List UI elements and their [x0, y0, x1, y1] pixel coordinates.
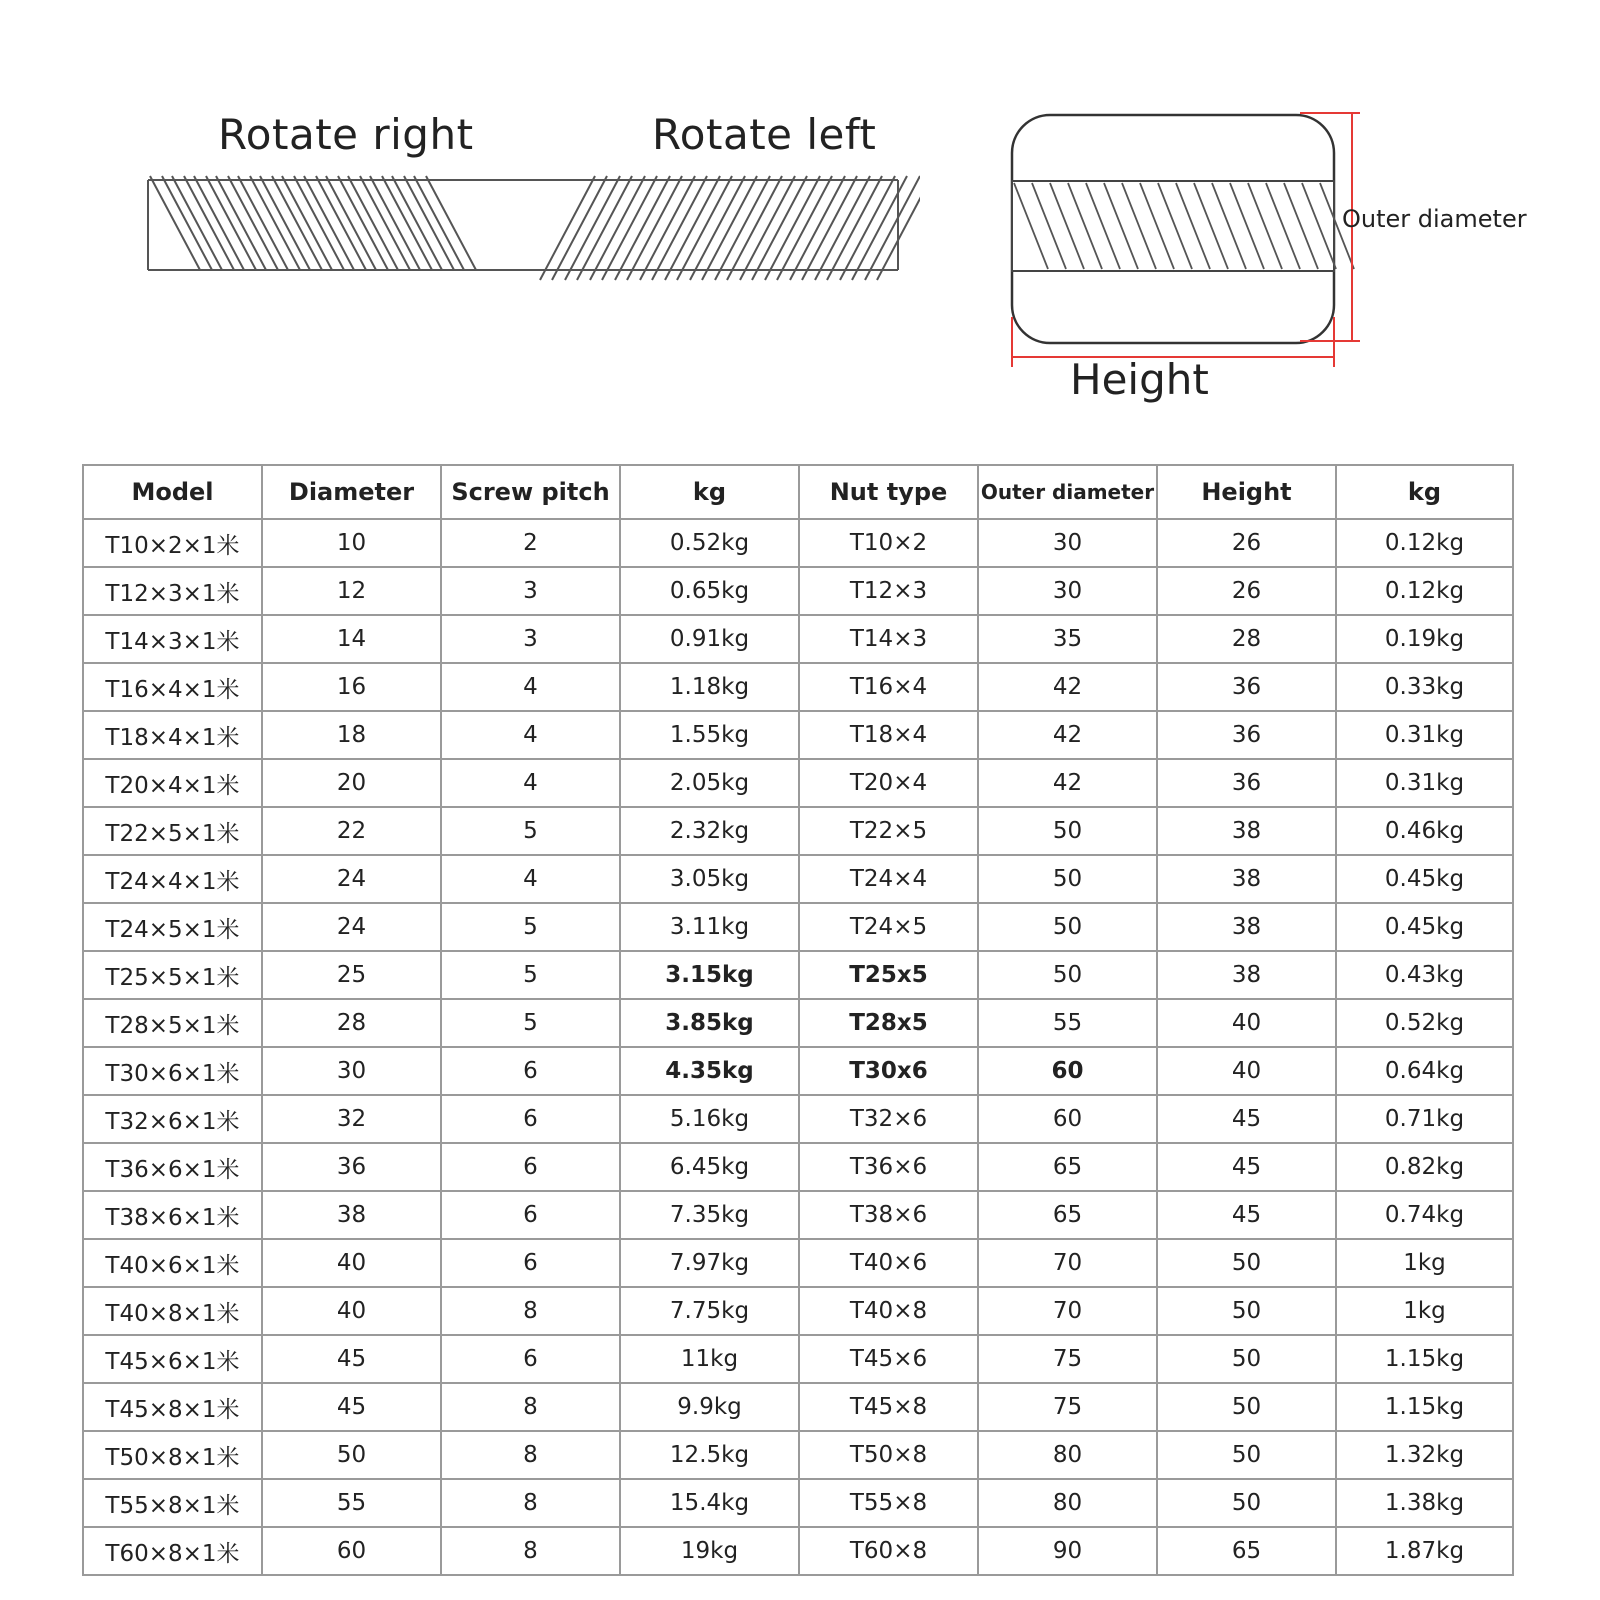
- cell-nut-type: T14×3: [799, 615, 978, 663]
- thread-diagram: [0, 0, 1600, 440]
- cell-model: T30×6×1米: [83, 1047, 262, 1095]
- cell-model: T50×8×1米: [83, 1431, 262, 1479]
- cell-nut-type: T16×4: [799, 663, 978, 711]
- cell-screw-pitch: 8: [441, 1479, 620, 1527]
- cell-screw-pitch: 8: [441, 1527, 620, 1575]
- cell-nut-type: T12×3: [799, 567, 978, 615]
- cell-outer-diameter: 50: [978, 951, 1157, 999]
- cell-diameter: 22: [262, 807, 441, 855]
- cell-diameter: 32: [262, 1095, 441, 1143]
- cell-screw-pitch: 4: [441, 711, 620, 759]
- cell-nut-type: T32×6: [799, 1095, 978, 1143]
- cell-height: 36: [1157, 711, 1336, 759]
- cell-diameter: 60: [262, 1527, 441, 1575]
- table-row: [83, 1383, 1513, 1431]
- cell-screw-pitch: 4: [441, 855, 620, 903]
- cell-screw-pitch: 5: [441, 807, 620, 855]
- cell-nut-kg: 1.87kg: [1336, 1527, 1513, 1575]
- cell-model: T60×8×1米: [83, 1527, 262, 1575]
- table-row: [83, 951, 1513, 999]
- cell-diameter: 45: [262, 1335, 441, 1383]
- cell-nut-kg: 0.71kg: [1336, 1095, 1513, 1143]
- cell-diameter: 45: [262, 1383, 441, 1431]
- cell-screw-kg: 3.11kg: [620, 903, 799, 951]
- cell-model: T10×2×1米: [83, 519, 262, 567]
- cell-nut-type: T38×6: [799, 1191, 978, 1239]
- table-header-row: [83, 465, 1513, 519]
- cell-outer-diameter: 60: [978, 1047, 1157, 1095]
- cell-model: T40×8×1米: [83, 1287, 262, 1335]
- cell-outer-diameter: 70: [978, 1239, 1157, 1287]
- cell-screw-kg: 15.4kg: [620, 1479, 799, 1527]
- cell-outer-diameter: 35: [978, 615, 1157, 663]
- cell-outer-diameter: 42: [978, 759, 1157, 807]
- cell-height: 38: [1157, 807, 1336, 855]
- table-row: [83, 663, 1513, 711]
- cell-outer-diameter: 65: [978, 1143, 1157, 1191]
- cell-height: 65: [1157, 1527, 1336, 1575]
- cell-nut-type: T45×6: [799, 1335, 978, 1383]
- cell-model: T22×5×1米: [83, 807, 262, 855]
- header-model: Model: [83, 465, 262, 519]
- header-outer-diameter: Outer diameter: [978, 465, 1157, 519]
- cell-screw-pitch: 5: [441, 951, 620, 999]
- cell-nut-type: T36×6: [799, 1143, 978, 1191]
- cell-height: 28: [1157, 615, 1336, 663]
- cell-height: 45: [1157, 1143, 1336, 1191]
- cell-model: T24×4×1米: [83, 855, 262, 903]
- table-row: [83, 1479, 1513, 1527]
- cell-nut-type: T50×8: [799, 1431, 978, 1479]
- cell-nut-type: T22×5: [799, 807, 978, 855]
- cell-outer-diameter: 65: [978, 1191, 1157, 1239]
- cell-nut-kg: 1.15kg: [1336, 1335, 1513, 1383]
- cell-nut-type: T60×8: [799, 1527, 978, 1575]
- cell-height: 38: [1157, 951, 1336, 999]
- cell-model: T45×6×1米: [83, 1335, 262, 1383]
- cell-diameter: 28: [262, 999, 441, 1047]
- cell-diameter: 55: [262, 1479, 441, 1527]
- cell-screw-pitch: 8: [441, 1287, 620, 1335]
- cell-screw-kg: 7.35kg: [620, 1191, 799, 1239]
- cell-nut-kg: 1.32kg: [1336, 1431, 1513, 1479]
- cell-screw-kg: 1.18kg: [620, 663, 799, 711]
- cell-diameter: 18: [262, 711, 441, 759]
- cell-outer-diameter: 30: [978, 519, 1157, 567]
- cell-outer-diameter: 50: [978, 807, 1157, 855]
- cell-outer-diameter: 30: [978, 567, 1157, 615]
- spec-table: [82, 464, 1514, 1576]
- cell-model: T20×4×1米: [83, 759, 262, 807]
- cell-nut-type: T40×8: [799, 1287, 978, 1335]
- cell-screw-pitch: 5: [441, 999, 620, 1047]
- header-screw-pitch: Screw pitch: [441, 465, 620, 519]
- cell-outer-diameter: 50: [978, 855, 1157, 903]
- cell-screw-pitch: 4: [441, 663, 620, 711]
- cell-height: 40: [1157, 1047, 1336, 1095]
- cell-screw-kg: 3.85kg: [620, 999, 799, 1047]
- header-nut-type: Nut type: [799, 465, 978, 519]
- cell-nut-kg: 0.45kg: [1336, 855, 1513, 903]
- cell-diameter: 14: [262, 615, 441, 663]
- cell-outer-diameter: 70: [978, 1287, 1157, 1335]
- cell-nut-kg: 1kg: [1336, 1239, 1513, 1287]
- cell-screw-kg: 0.91kg: [620, 615, 799, 663]
- cell-model: T25×5×1米: [83, 951, 262, 999]
- table-row: [83, 1191, 1513, 1239]
- cell-nut-kg: 0.31kg: [1336, 711, 1513, 759]
- cell-nut-kg: 0.52kg: [1336, 999, 1513, 1047]
- cell-diameter: 20: [262, 759, 441, 807]
- table-row: [83, 807, 1513, 855]
- cell-screw-kg: 0.65kg: [620, 567, 799, 615]
- cell-outer-diameter: 80: [978, 1479, 1157, 1527]
- cell-diameter: 40: [262, 1287, 441, 1335]
- cell-height: 45: [1157, 1095, 1336, 1143]
- cell-nut-kg: 0.43kg: [1336, 951, 1513, 999]
- cell-screw-pitch: 6: [441, 1047, 620, 1095]
- cell-diameter: 30: [262, 1047, 441, 1095]
- cell-diameter: 24: [262, 903, 441, 951]
- cell-nut-type: T18×4: [799, 711, 978, 759]
- cell-screw-kg: 3.15kg: [620, 951, 799, 999]
- cell-diameter: 40: [262, 1239, 441, 1287]
- cell-screw-kg: 2.32kg: [620, 807, 799, 855]
- header-diameter: Diameter: [262, 465, 441, 519]
- table-row: [83, 855, 1513, 903]
- cell-height: 50: [1157, 1335, 1336, 1383]
- cell-screw-kg: 9.9kg: [620, 1383, 799, 1431]
- cell-nut-kg: 1.15kg: [1336, 1383, 1513, 1431]
- rotate-left-label: Rotate left: [652, 110, 877, 159]
- table-row: [83, 1431, 1513, 1479]
- cell-nut-type: T55×8: [799, 1479, 978, 1527]
- cell-screw-kg: 7.97kg: [620, 1239, 799, 1287]
- cell-nut-kg: 0.12kg: [1336, 519, 1513, 567]
- cell-diameter: 25: [262, 951, 441, 999]
- table-row: [83, 1335, 1513, 1383]
- cell-height: 38: [1157, 903, 1336, 951]
- table-row: [83, 999, 1513, 1047]
- cell-model: T14×3×1米: [83, 615, 262, 663]
- cell-screw-kg: 6.45kg: [620, 1143, 799, 1191]
- cell-screw-kg: 1.55kg: [620, 711, 799, 759]
- cell-model: T36×6×1米: [83, 1143, 262, 1191]
- cell-nut-type: T40×6: [799, 1239, 978, 1287]
- cell-nut-type: T20×4: [799, 759, 978, 807]
- cell-height: 36: [1157, 663, 1336, 711]
- cell-outer-diameter: 42: [978, 663, 1157, 711]
- rotate-right-label: Rotate right: [218, 110, 474, 159]
- cell-model: T38×6×1米: [83, 1191, 262, 1239]
- cell-screw-pitch: 5: [441, 903, 620, 951]
- lead-screw-illustration: [140, 170, 920, 300]
- cell-height: 50: [1157, 1431, 1336, 1479]
- cell-screw-kg: 3.05kg: [620, 855, 799, 903]
- cell-nut-type: T24×4: [799, 855, 978, 903]
- cell-nut-kg: 0.12kg: [1336, 567, 1513, 615]
- cell-height: 50: [1157, 1239, 1336, 1287]
- cell-nut-kg: 0.74kg: [1336, 1191, 1513, 1239]
- table-row: [83, 567, 1513, 615]
- header-nut-kg: kg: [1336, 465, 1513, 519]
- cell-nut-kg: 0.31kg: [1336, 759, 1513, 807]
- cell-nut-type: T10×2: [799, 519, 978, 567]
- outer-diameter-label: Outer diameter: [1342, 205, 1527, 233]
- cell-screw-kg: 2.05kg: [620, 759, 799, 807]
- cell-diameter: 50: [262, 1431, 441, 1479]
- cell-nut-kg: 0.19kg: [1336, 615, 1513, 663]
- cell-screw-pitch: 4: [441, 759, 620, 807]
- cell-nut-kg: 0.45kg: [1336, 903, 1513, 951]
- cell-outer-diameter: 55: [978, 999, 1157, 1047]
- cell-nut-kg: 1.38kg: [1336, 1479, 1513, 1527]
- table-row: [83, 759, 1513, 807]
- cell-outer-diameter: 60: [978, 1095, 1157, 1143]
- cell-screw-pitch: 8: [441, 1431, 620, 1479]
- cell-model: T12×3×1米: [83, 567, 262, 615]
- cell-model: T18×4×1米: [83, 711, 262, 759]
- cell-nut-type: T45×8: [799, 1383, 978, 1431]
- cell-screw-pitch: 2: [441, 519, 620, 567]
- cell-screw-kg: 12.5kg: [620, 1431, 799, 1479]
- cell-screw-pitch: 6: [441, 1143, 620, 1191]
- nut-illustration: [1000, 105, 1390, 375]
- cell-model: T55×8×1米: [83, 1479, 262, 1527]
- cell-nut-kg: 0.33kg: [1336, 663, 1513, 711]
- cell-outer-diameter: 75: [978, 1335, 1157, 1383]
- cell-diameter: 24: [262, 855, 441, 903]
- cell-nut-kg: 0.82kg: [1336, 1143, 1513, 1191]
- table-row: [83, 1095, 1513, 1143]
- cell-nut-kg: 0.46kg: [1336, 807, 1513, 855]
- cell-outer-diameter: 80: [978, 1431, 1157, 1479]
- cell-outer-diameter: 42: [978, 711, 1157, 759]
- cell-height: 50: [1157, 1479, 1336, 1527]
- cell-height: 50: [1157, 1287, 1336, 1335]
- header-screw-kg: kg: [620, 465, 799, 519]
- cell-model: T32×6×1米: [83, 1095, 262, 1143]
- cell-diameter: 16: [262, 663, 441, 711]
- table-row: [83, 615, 1513, 663]
- cell-screw-kg: 11kg: [620, 1335, 799, 1383]
- cell-model: T24×5×1米: [83, 903, 262, 951]
- cell-model: T40×6×1米: [83, 1239, 262, 1287]
- table-row: [83, 1239, 1513, 1287]
- cell-screw-pitch: 6: [441, 1335, 620, 1383]
- table-row: [83, 519, 1513, 567]
- cell-screw-kg: 5.16kg: [620, 1095, 799, 1143]
- cell-height: 26: [1157, 567, 1336, 615]
- cell-model: T16×4×1米: [83, 663, 262, 711]
- cell-model: T28×5×1米: [83, 999, 262, 1047]
- cell-outer-diameter: 90: [978, 1527, 1157, 1575]
- cell-diameter: 10: [262, 519, 441, 567]
- table-row: [83, 1143, 1513, 1191]
- cell-nut-kg: 0.64kg: [1336, 1047, 1513, 1095]
- cell-outer-diameter: 75: [978, 1383, 1157, 1431]
- height-label: Height: [1070, 355, 1209, 404]
- cell-diameter: 36: [262, 1143, 441, 1191]
- cell-height: 40: [1157, 999, 1336, 1047]
- table-row: [83, 1527, 1513, 1575]
- cell-screw-pitch: 6: [441, 1191, 620, 1239]
- cell-screw-kg: 0.52kg: [620, 519, 799, 567]
- cell-screw-pitch: 3: [441, 615, 620, 663]
- cell-screw-kg: 19kg: [620, 1527, 799, 1575]
- cell-screw-pitch: 6: [441, 1239, 620, 1287]
- cell-nut-type: T25x5: [799, 951, 978, 999]
- table-row: [83, 1287, 1513, 1335]
- cell-diameter: 38: [262, 1191, 441, 1239]
- cell-height: 50: [1157, 1383, 1336, 1431]
- cell-height: 26: [1157, 519, 1336, 567]
- cell-nut-kg: 1kg: [1336, 1287, 1513, 1335]
- cell-screw-pitch: 3: [441, 567, 620, 615]
- cell-nut-type: T28x5: [799, 999, 978, 1047]
- cell-height: 36: [1157, 759, 1336, 807]
- cell-screw-pitch: 6: [441, 1095, 620, 1143]
- cell-screw-pitch: 8: [441, 1383, 620, 1431]
- cell-nut-type: T30x6: [799, 1047, 978, 1095]
- header-height: Height: [1157, 465, 1336, 519]
- table-row: [83, 711, 1513, 759]
- cell-model: T45×8×1米: [83, 1383, 262, 1431]
- cell-screw-kg: 4.35kg: [620, 1047, 799, 1095]
- cell-screw-kg: 7.75kg: [620, 1287, 799, 1335]
- cell-outer-diameter: 50: [978, 903, 1157, 951]
- cell-height: 45: [1157, 1191, 1336, 1239]
- table-row: [83, 903, 1513, 951]
- cell-height: 38: [1157, 855, 1336, 903]
- cell-nut-type: T24×5: [799, 903, 978, 951]
- table-row: [83, 1047, 1513, 1095]
- cell-diameter: 12: [262, 567, 441, 615]
